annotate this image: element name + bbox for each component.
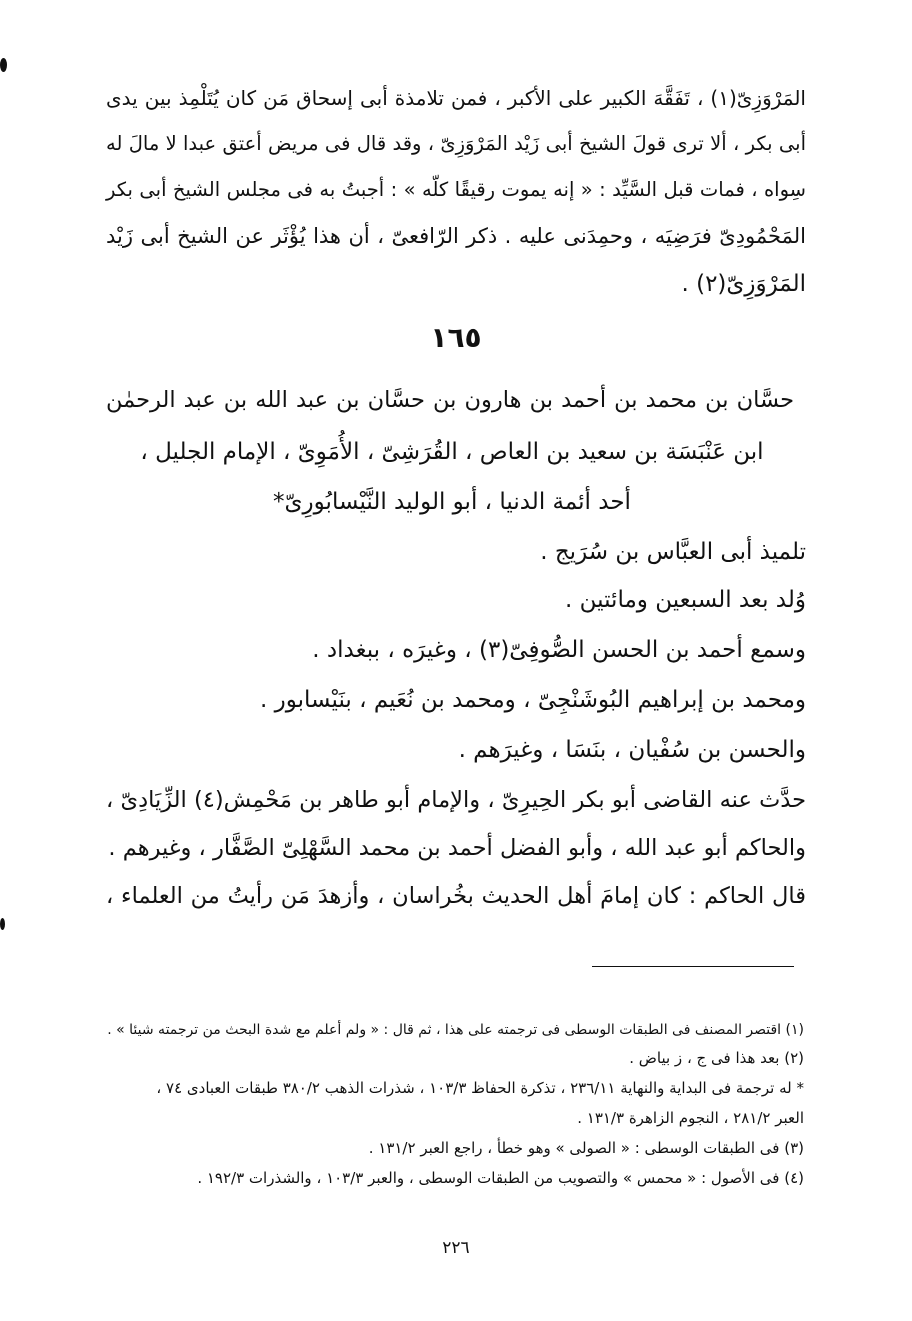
body-line-3: سِواه ، فمات قبل السَّيِّد : « إنه يموت رقيقًا كلّه » : أجبتُ به فى مجلس الشيخ أبى بكر <box>106 178 806 201</box>
footnote-3: (٣) فى الطبقات الوسطى : « الصولى » وهو خطأ ، راجع العبر ١٣١/٢ . <box>368 1139 804 1157</box>
entry-birth-line: وُلد بعد السبعين ومائتين . <box>565 587 806 613</box>
body-line-4: المَحْمُودِىّ فرَضِيَه ، وحمِدَنى عليه . ذكر الرّافعىّ ، أن هذا يُؤْثَر عن الشيخ أبى زَيْد <box>106 224 806 248</box>
entry-narrators-line-2: والحاكم أبو عبد الله ، وأبو الفضل أحمد بن محمد السَّهْلِىّ الصَّفَّار ، وغيرهم . <box>108 835 806 861</box>
entry-narrators-line-1: حدَّث عنه القاضى أبو بكر الحِيرِىّ ، والإمام أبو طاهر بن مَحْمِش(٤) الزِّيَادِىّ ، <box>106 787 806 813</box>
entry-name-line: حسَّان بن محمد بن أحمد بن هارون بن حسَّان بن عبد الله بن عبد الرحمٰن <box>106 387 794 413</box>
body-line-2: أبى بكر ، ألا ترى قولَ الشيخ أبى زَيْد المَرْوَزِىّ ، وقد قال فى مريض أعتق عبدا لا مالَ له <box>106 132 806 155</box>
body-line-1: المَرْوَزِىّ(١) ، تَفَقَّهَ الكبير على الأكبر ، فمن تلامذة أبى إسحاق مَن كان يُتَلْمِذ بين يدى <box>106 86 806 110</box>
entry-kunya-line: أحد أئمة الدنيا ، أبو الوليد النَّيْسابُورِىّ* <box>273 489 631 515</box>
entry-heard-line-1: وسمع أحمد بن الحسن الصُّوفِىّ(٣) ، وغيرَه ، ببغداد . <box>312 637 806 663</box>
entry-lineage-line: ابن عَنْبَسَة بن سعيد بن العاص ، القُرَشِىّ ، الأُمَوِىّ ، الإمام الجليل ، <box>140 439 764 465</box>
entry-teacher-line: تلميذ أبى العبَّاس بن سُرَيج . <box>540 539 806 565</box>
body-line-5: المَرْوَزِىّ(٢) . <box>681 271 806 297</box>
footnote-4: (٤) فى الأصول : « محمس » والتصويب من الطبقات الوسطى ، والعبر ١٠٣/٣ ، والشذرات ١٩٢/٣ . <box>197 1169 804 1187</box>
footnote-1: (١) اقتصر المصنف فى الطبقات الوسطى فى ترجمته على هذا ، ثم قال : « ولم أعلم مع شدة البحث من ترجمته شيئا » . <box>107 1022 804 1038</box>
entry-heard-line-2: ومحمد بن إبراهيم البُوشَنْجِىّ ، ومحمد بن نُعَيم ، بنَيْسابور . <box>259 687 806 713</box>
edge-mark-bottom <box>0 918 5 930</box>
entry-number: ١٦٥ <box>430 321 482 354</box>
page-number: ٢٢٦ <box>442 1238 470 1258</box>
footnote-star-1: * له ترجمة فى البداية والنهاية ٢٣٦/١١ ، تذكرة الحفاظ ١٠٣/٣ ، شذرات الذهب ٣٨٠/٢ طبقات العبادى ٧٤ ، <box>156 1079 804 1097</box>
footnote-star-2: العبر ٢٨١/٢ ، النجوم الزاهرة ١٣١/٣ . <box>577 1109 804 1127</box>
edge-mark-top <box>0 58 7 72</box>
footnote-separator <box>592 966 794 967</box>
entry-quote-line: قال الحاكم : كان إمامَ أهل الحديث بخُراسان ، وأزهدَ مَن رأيتُ من العلماء ، <box>106 883 806 909</box>
footnote-2: (٢) بعد هذا فى ج ، ز بياض . <box>629 1049 804 1067</box>
entry-heard-line-3: والحسن بن سُفْيان ، بنَسَا ، وغيرَهم . <box>458 737 806 763</box>
